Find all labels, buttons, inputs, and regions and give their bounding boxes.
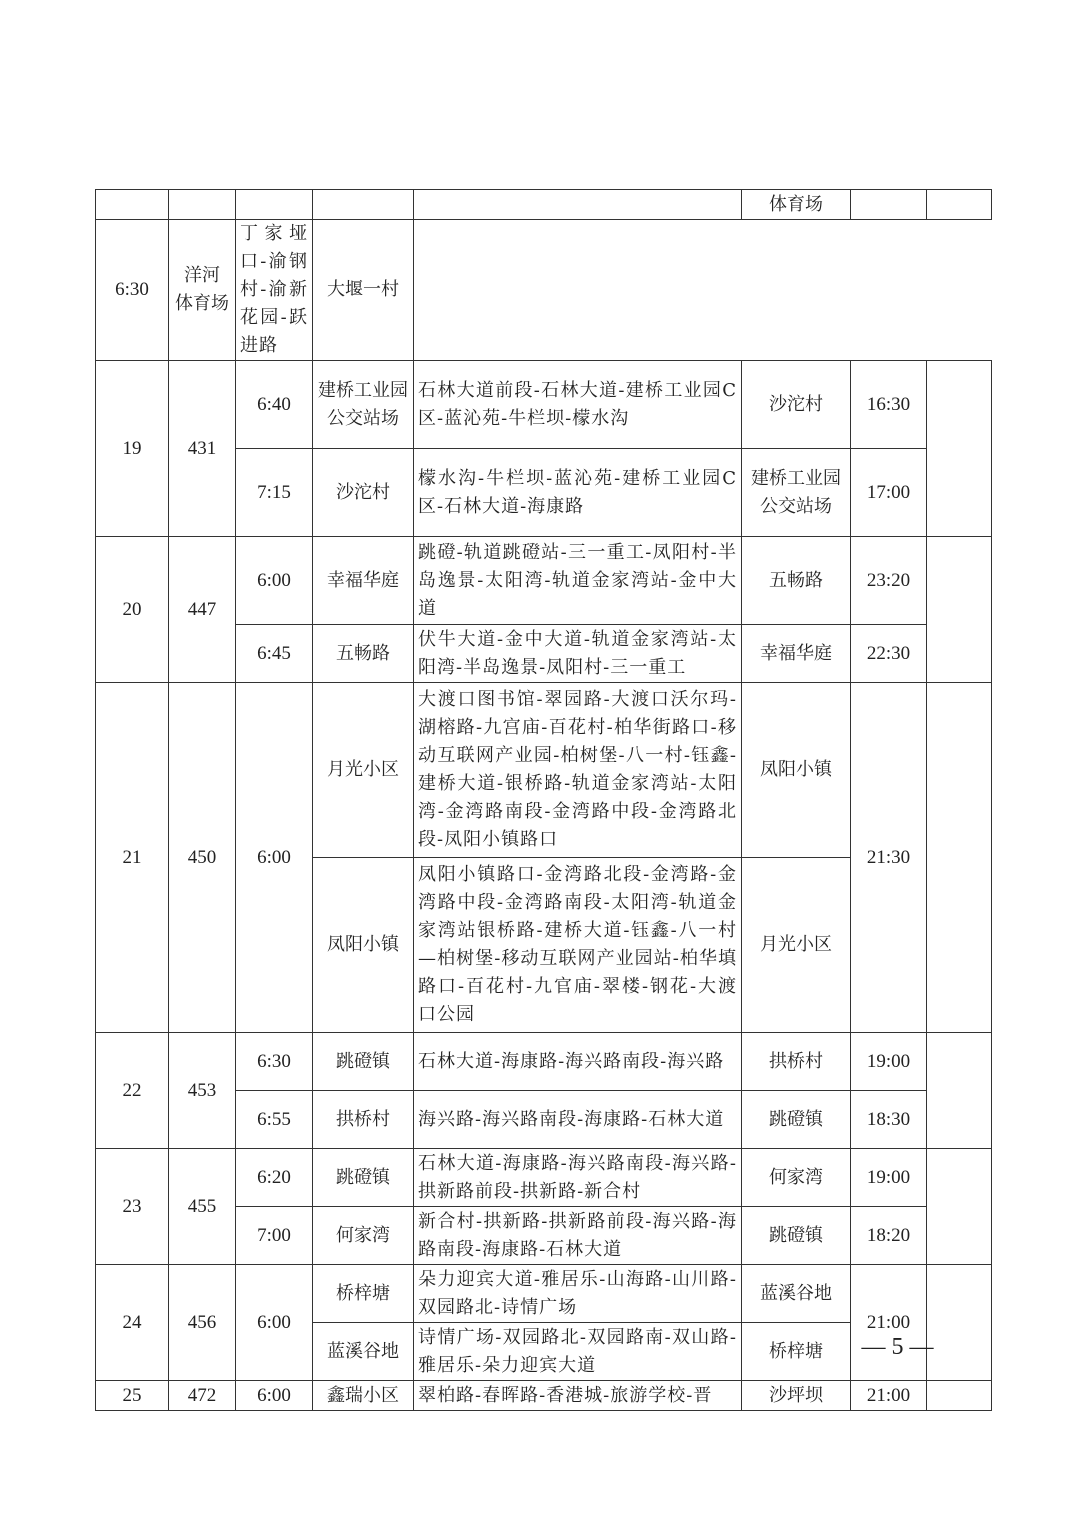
- table-cell: [169, 190, 236, 220]
- table-cell: 6:00: [236, 537, 313, 625]
- table-cell: 6:00: [236, 1265, 313, 1381]
- table-cell: 五畅路: [742, 537, 851, 625]
- table-cell: 何家湾: [313, 1207, 414, 1265]
- table-cell: 447: [169, 537, 236, 683]
- table-cell: 海兴路-海兴路南段-海康路-石林大道: [414, 1091, 742, 1149]
- table-cell: 472: [169, 1381, 236, 1411]
- table-row: [96, 1149, 992, 1207]
- table-cell: 23: [96, 1149, 169, 1265]
- table-cell: 新合村-拱新路-拱新路前段-海兴路-海路南段-海康路-石林大道: [414, 1207, 742, 1265]
- table-cell: 6:00: [236, 683, 313, 1033]
- table-cell: 朵力迎宾大道-雅居乐-山海路-山川路-双园路北-诗情广场: [414, 1265, 742, 1323]
- table-cell: [927, 1149, 992, 1265]
- table-cell: 蓝溪谷地: [742, 1265, 851, 1323]
- table-cell: 25: [96, 1381, 169, 1411]
- table-cell: 6:55: [236, 1091, 313, 1149]
- table-cell: [96, 190, 169, 220]
- table-cell: 20: [96, 537, 169, 683]
- table-row: [96, 1265, 992, 1323]
- table-cell: 6:30: [96, 220, 169, 361]
- table-cell: 蓝溪谷地: [313, 1323, 414, 1381]
- table-cell: 建桥工业园公交站场: [313, 361, 414, 449]
- table-cell: 沙沱村: [742, 361, 851, 449]
- table-cell: 体育场: [742, 190, 851, 220]
- table-cell: 月光小区: [742, 858, 851, 1033]
- table-row: [96, 537, 992, 625]
- table-cell: [927, 1381, 992, 1411]
- table-cell: [927, 190, 992, 220]
- table-cell: [927, 361, 992, 537]
- table-cell: [927, 1033, 992, 1149]
- table-cell: 大渡口图书馆-翠园路-大渡口沃尔玛-湖榕路-九宫庙-百花村-柏华街路口-移动互联网产业园-柏树堡-八一村-钰鑫-建桥大道-银桥路-轨道金家湾站-太阳湾-金湾路南段-金湾路中段-金湾路北段-凤阳小镇路口: [414, 683, 742, 858]
- table-cell: 23:20: [851, 537, 927, 625]
- table-cell: [851, 190, 927, 220]
- table-cell: [313, 190, 414, 220]
- table-cell: 伏牛大道-金中大道-轨道金家湾站-太阳湾-半岛逸景-凤阳村-三一重工: [414, 625, 742, 683]
- table-cell: 跳磴镇: [742, 1091, 851, 1149]
- table-cell: 凤阳小镇: [742, 683, 851, 858]
- table-cell: 19:00: [851, 1149, 927, 1207]
- table-cell: 450: [169, 683, 236, 1033]
- page-number: — 5 —: [861, 1334, 934, 1360]
- table-cell: 凤阳小镇: [313, 858, 414, 1033]
- table-cell: 455: [169, 1149, 236, 1265]
- table-cell: 21:30: [851, 683, 927, 1033]
- table-cell: 沙坪坝: [742, 1381, 851, 1411]
- table-cell: 7:15: [236, 449, 313, 537]
- table-cell: 石林大道前段-石林大道-建桥工业园C区-蓝沁苑-牛栏坝-檬水沟: [414, 361, 742, 449]
- table-cell: 诗情广场-双园路北-双园路南-双山路-雅居乐-朵力迎宾大道: [414, 1323, 742, 1381]
- table-cell: 幸福华庭: [742, 625, 851, 683]
- table-cell: 幸福华庭: [313, 537, 414, 625]
- table-cell: 24: [96, 1265, 169, 1381]
- table-cell: 月光小区: [313, 683, 414, 858]
- table-cell: 檬水沟-牛栏坝-蓝沁苑-建桥工业园C区-石林大道-海康路: [414, 449, 742, 537]
- table-cell: 18:20: [851, 1207, 927, 1265]
- table-cell: 何家湾: [742, 1149, 851, 1207]
- table-cell: 21:00: [851, 1265, 927, 1381]
- table-cell: 跳磴镇: [742, 1207, 851, 1265]
- table-cell: 建桥工业园公交站场: [742, 449, 851, 537]
- table-cell: 453: [169, 1033, 236, 1149]
- table-row: [96, 190, 992, 220]
- table-cell: 6:45: [236, 625, 313, 683]
- table-row: [96, 1381, 992, 1411]
- table-cell: 6:30: [236, 1033, 313, 1091]
- table-cell: 6:40: [236, 361, 313, 449]
- table-row: [96, 1033, 992, 1091]
- table-cell: 鑫瑞小区: [313, 1381, 414, 1411]
- table-cell: [927, 537, 992, 683]
- table-cell: 22:30: [851, 625, 927, 683]
- table-cell: 16:30: [851, 361, 927, 449]
- table-cell: 沙沱村: [313, 449, 414, 537]
- table-cell: 21:00: [851, 1381, 927, 1411]
- table-cell: 跳磴-轨道跳磴站-三一重工-凤阳村-半岛逸景-太阳湾-轨道金家湾站-金中大道: [414, 537, 742, 625]
- table-row: [96, 361, 992, 449]
- table-cell: 6:00: [236, 1381, 313, 1411]
- table-cell: 凤阳小镇路口-金湾路北段-金湾路-金湾路中段-金湾路南段-太阳湾-轨道金家湾站银桥路-建桥大道-钰鑫-八一村—柏树堡-移动互联网产业园站-柏华填路口-百花村-九官庙-翠楼-钢花-大渡口公园: [414, 858, 742, 1033]
- table-cell: [236, 190, 313, 220]
- table-cell: [414, 190, 742, 220]
- table-cell: 翠柏路-春晖路-香港城-旅游学校-晋: [414, 1381, 742, 1411]
- table-cell: 21: [96, 683, 169, 1033]
- table-cell: 桥梓塘: [313, 1265, 414, 1323]
- table-cell: 6:20: [236, 1149, 313, 1207]
- table-cell: 洋河 体育场: [169, 220, 236, 361]
- table-row: [96, 683, 992, 858]
- table-cell: 17:00: [851, 449, 927, 537]
- table-cell: 拱桥村: [313, 1091, 414, 1149]
- table-cell: 18:30: [851, 1091, 927, 1149]
- table-cell: 大堰一村: [313, 220, 414, 361]
- bus-schedule-table: [95, 189, 992, 1411]
- table-row: [96, 220, 992, 361]
- table-cell: 石林大道-海康路-海兴路南段-海兴路: [414, 1033, 742, 1091]
- table-cell: 桥梓塘: [742, 1323, 851, 1381]
- table-cell: 431: [169, 361, 236, 537]
- table-cell: 丁家垭口-渝钢村-渝新花园-跃进路: [236, 220, 313, 361]
- table-cell: 22: [96, 1033, 169, 1149]
- table-cell: 跳磴镇: [313, 1033, 414, 1091]
- table-cell: [927, 683, 992, 1033]
- table-cell: 19: [96, 361, 169, 537]
- table-cell: [927, 1265, 992, 1381]
- table-cell: 跳磴镇: [313, 1149, 414, 1207]
- table-cell: 五畅路: [313, 625, 414, 683]
- table-cell: 19:00: [851, 1033, 927, 1091]
- table-cell: 7:00: [236, 1207, 313, 1265]
- table-cell: 456: [169, 1265, 236, 1381]
- table-cell: 石林大道-海康路-海兴路南段-海兴路-拱新路前段-拱新路-新合村: [414, 1149, 742, 1207]
- table-cell: 拱桥村: [742, 1033, 851, 1091]
